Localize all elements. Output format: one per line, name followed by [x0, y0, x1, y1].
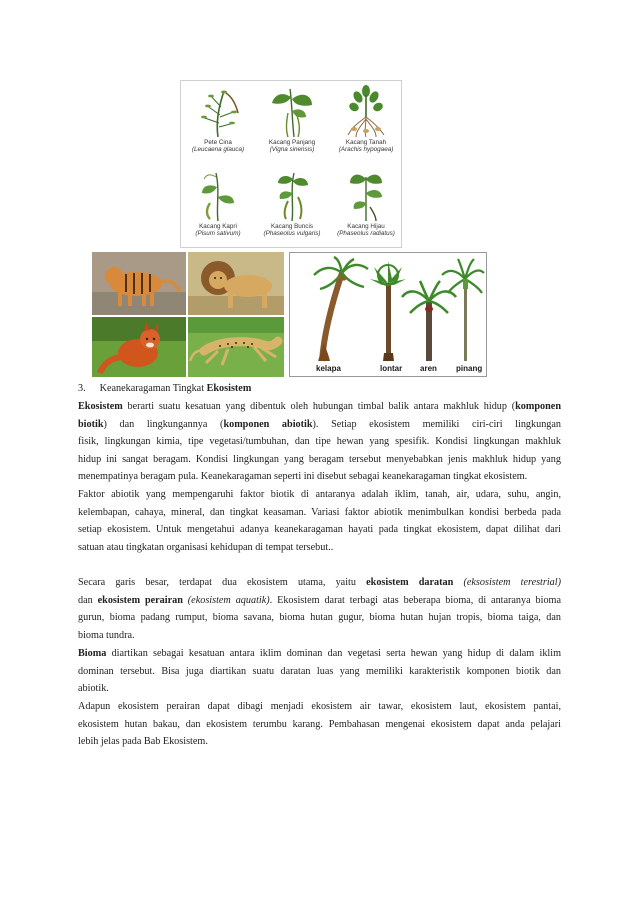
term-komponen-abiotik: komponen abiotik — [223, 418, 313, 430]
plant-pete-cina — [181, 83, 255, 167]
text-run: dan — [78, 594, 98, 606]
plant-name: Kacang Kapri — [199, 223, 237, 230]
plant-kacang-kapri — [181, 167, 255, 251]
text-line: Faktor abiotik yang mempengaruhi faktor biotik di antaranya adalah iklim, tanah, air, udara, suhu, angin, — [78, 489, 561, 500]
palm-label-aren: aren — [420, 364, 437, 373]
tiger-illustration — [92, 252, 186, 315]
kacang-buncis-illustration — [262, 167, 322, 223]
palm-trees-illustration — [290, 253, 486, 363]
palm-label-kelapa: kelapa — [316, 364, 341, 373]
term-terestrial: (eksosistem terestrial) — [453, 577, 561, 588]
fox-photo — [92, 317, 186, 377]
text-line: dominan tersebut. Bisa juga diartikan suatu daratan luas yang memiliki karakteristik komponen biotik dan — [78, 665, 561, 677]
section-title-bold: Ekosistem — [206, 383, 252, 394]
palm-figure — [289, 252, 487, 377]
kelapa-tree — [314, 257, 368, 361]
animal-photo-collage — [92, 252, 284, 377]
term-bioma: Bioma — [78, 648, 107, 659]
lion-illustration — [188, 252, 284, 315]
text-run: Secara garis besar, terdapat dua ekosistem utama, yaitu — [78, 577, 367, 588]
text-line: hidup ini sangat beragam. Kondisi lingkungan yang beragam tersebut menyebabkan jenis makhluk hidup yang — [78, 453, 561, 465]
plant-name: Kacang Buncis — [270, 223, 313, 230]
text-line: abiotik. — [78, 683, 109, 695]
plant-name: Kacang Tanah — [345, 139, 387, 146]
term-aquatik: (ekosistem aquatik) — [182, 594, 270, 606]
aren-tree — [402, 281, 456, 361]
palm-label-lontar: lontar — [380, 364, 403, 373]
pete-cina-illustration — [188, 83, 248, 139]
text-line: Adapun ekosistem perairan dapat dibagi menjadi ekosistem air tawar, ekosistem laut, ekosistem pantai, — [78, 701, 561, 712]
paragraph-ekosistem-perairan — [78, 698, 561, 751]
paragraph-bioma — [78, 645, 561, 698]
plant-latin: (Phaseolus vulgaris) — [263, 230, 321, 237]
term-komponen: komponen — [515, 401, 561, 412]
lontar-tree — [370, 261, 406, 361]
plant-name: Kacang Panjang — [268, 139, 316, 146]
kacang-panjang-illustration — [262, 83, 322, 139]
text-line: menempatinya beragam pula. Keanekaragaman seperti ini disebut sebagai keanekaragaman tingkat ekosistem. — [78, 471, 528, 483]
plant-kacang-tanah — [329, 83, 403, 167]
plant-name: Pete Cina — [204, 139, 232, 146]
text-run: ). Setiap ekosistem memiliki ciri-ciri lingkungan — [312, 418, 561, 430]
fox-illustration — [92, 317, 186, 377]
pinang-tree — [442, 259, 484, 361]
plant-latin: (Leucaena glauca) — [191, 146, 245, 153]
kacang-tanah-illustration — [336, 83, 396, 139]
kacang-kapri-illustration — [188, 167, 248, 223]
text-line: setiap ekosistem. Untuk mengetahui adanya keanekaragaman hayati pada tingkat ekosistem, dapat dilihat dari — [78, 524, 561, 536]
plant-kacang-hijau — [329, 167, 403, 251]
plant-name: Kacang Hijau — [347, 223, 385, 230]
legume-figure — [180, 80, 402, 248]
text-line: gurun, bioma padang rumput, bioma savana, bioma hutan gugur, bioma hutan hujan tropis, bioma taiga, dan — [78, 612, 561, 624]
plant-latin: (Vigna sinensis) — [269, 146, 315, 153]
plant-latin: (Pisum sativum) — [195, 230, 241, 237]
section-title-plain: Keanekaragaman Tingkat — [99, 383, 207, 394]
paragraph-ekosistem — [78, 398, 561, 486]
term-ekosistem-daratan: ekosistem daratan — [366, 577, 454, 588]
plant-latin: (Arachis hypogaea) — [338, 146, 394, 153]
text-line: satuan atau tingkatan organisasi kehidupan di tempat tersebut.. — [78, 541, 334, 553]
term-ekosistem-perairan: ekosistem perairan — [97, 594, 183, 606]
paragraph-faktor-abiotik — [78, 486, 561, 556]
text-line: lebih jelas pada Bab Ekosistem. — [78, 736, 208, 748]
paragraph-ekosistem-utama — [78, 574, 561, 644]
term-biotik: biotik — [78, 418, 104, 430]
text-line: fisik, lingkungan kimia, tipe vegetasi/tumbuhan, dan tipe hewan yang spesifik. Kondisi lingkungan makhluk — [78, 436, 561, 448]
palm-label-pinang: pinang — [456, 364, 483, 373]
text-line: bioma tundra. — [78, 629, 135, 641]
text-run: diartikan sebagai kesatuan antara iklim dominan dan vegetasi serta hewan yang hidup di dalam iklim — [106, 648, 561, 659]
kacang-hijau-illustration — [336, 167, 396, 223]
section-heading — [78, 380, 561, 398]
plant-kacang-buncis — [255, 167, 329, 251]
tiger-photo — [92, 252, 186, 315]
text-run: ) dan lingkungannya ( — [103, 418, 224, 430]
text-line: kelembapan, cahaya, mineral, dan tingkat keasaman. Variasi faktor abiotik menimbulkan kondisi berbeda pada — [78, 506, 561, 518]
text-run: berarti suatu kesatuan yang dibentuk oleh hubungan timbal balik antara makhluk hidup ( — [122, 401, 516, 412]
cheetah-photo — [188, 317, 284, 377]
text-line: ekosistem hutan bakau, dan ekosistem terumbu karang. Pembahasan mengenai ekosistem dapat anda pelajari — [78, 718, 561, 730]
plant-kacang-panjang — [255, 83, 329, 167]
cheetah-illustration — [188, 317, 284, 377]
text-run: . Ekosistem darat terbagi atas beberapa bioma, di antaranya bioma — [269, 594, 561, 606]
plant-latin: (Phaseolus radiatus) — [337, 230, 395, 237]
lion-photo — [188, 252, 284, 315]
section-number: 3. — [78, 383, 86, 394]
term-ekosistem: Ekosistem — [78, 401, 123, 412]
